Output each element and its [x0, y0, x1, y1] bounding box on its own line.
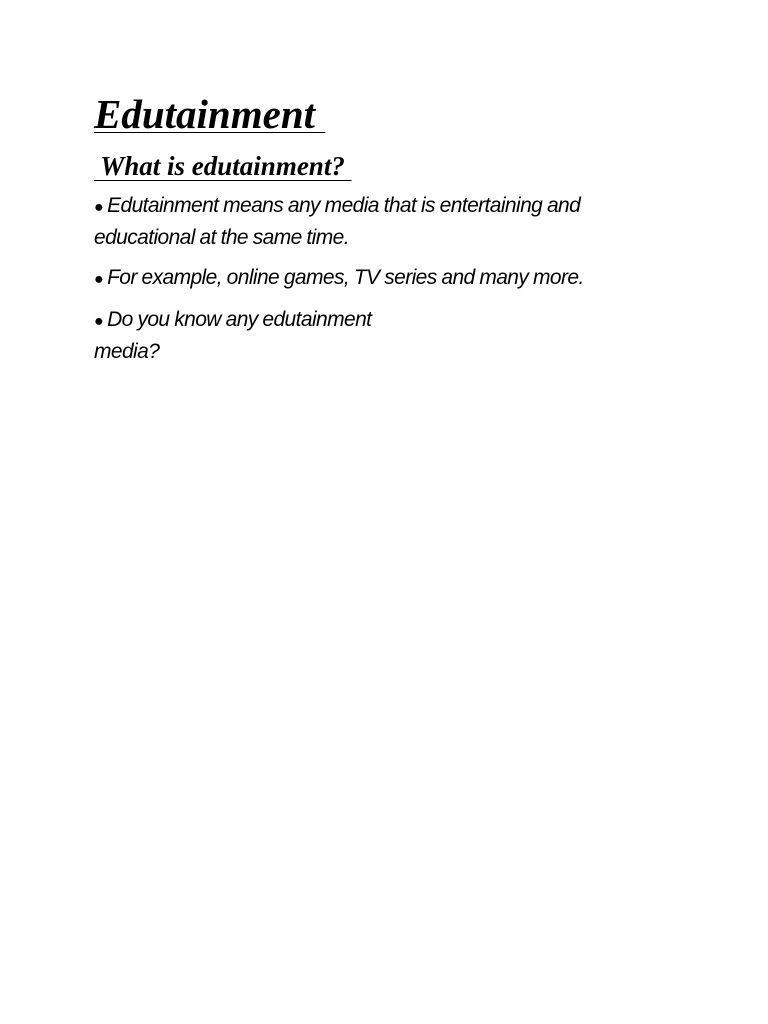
- section-heading: What is edutainment?: [94, 151, 352, 181]
- bullet-line: educational at the same time.: [94, 226, 349, 249]
- bullet-item-definition: [94, 191, 694, 253]
- bullet-line: For example, online games, TV series and many more.: [107, 266, 584, 289]
- bullet-item-example: [94, 263, 694, 295]
- bullet-line: Edutainment means any media that is entertaining and: [107, 194, 581, 217]
- bullet-list: [94, 191, 694, 367]
- bullet-dot-icon: ●: [94, 271, 104, 288]
- bullet-dot-icon: ●: [94, 313, 104, 330]
- bullet-item-question: [94, 305, 694, 367]
- bullet-line: Do you know any edutainment: [107, 308, 372, 331]
- page-title: Edutainment: [94, 91, 326, 137]
- bullet-dot-icon: ●: [94, 199, 104, 216]
- bullet-line: media?: [94, 340, 160, 363]
- document-page: [94, 88, 694, 377]
